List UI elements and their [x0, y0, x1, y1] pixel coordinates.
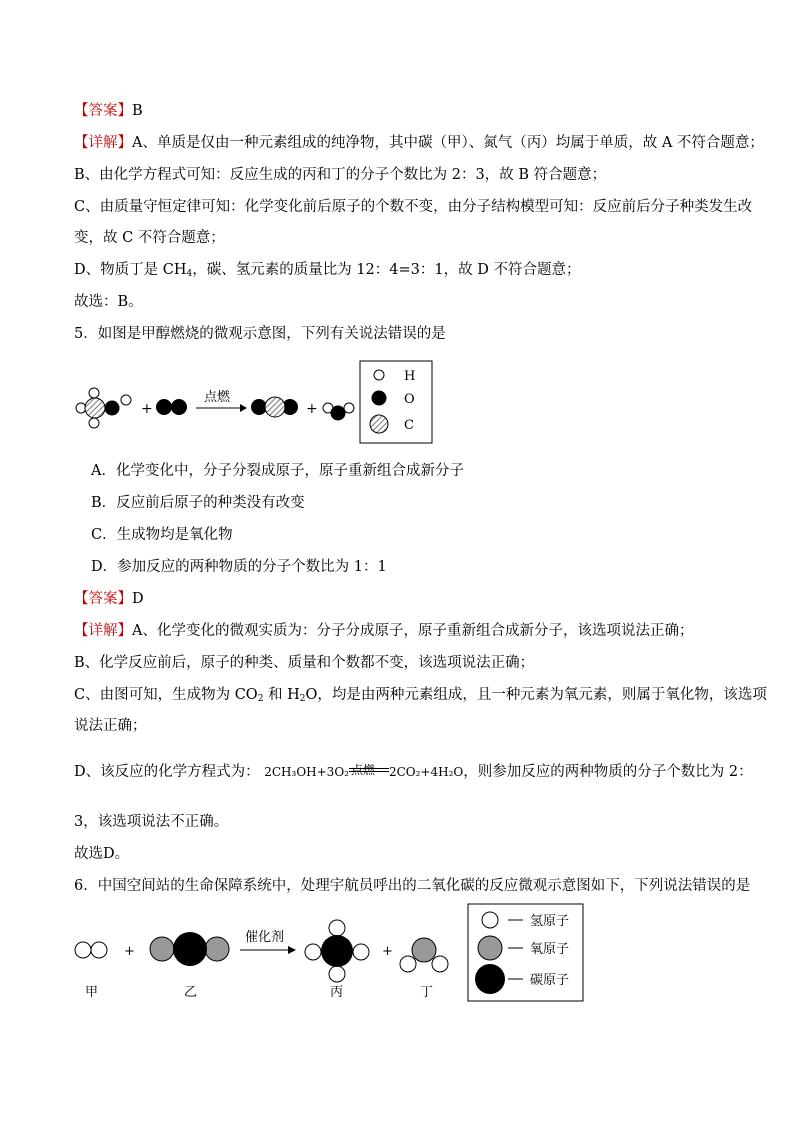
q5-answer	[74, 589, 144, 609]
detail-d-pre: D、物质丁是 CH	[74, 262, 187, 278]
detail-c-pre: C、由图可知，生成物为 CO	[74, 687, 258, 703]
detail-d-post: ，则参加反应的两种物质的分子个数比为 2：	[463, 764, 753, 780]
hydrogen-atom-icon	[374, 370, 384, 380]
q4-detail-c: C、由质量守恒定律可知：化学变化前后原子的个数不变，由分子结构模型可知：反应前后分子种类发生改	[74, 199, 753, 215]
q4-detail-c-cont: 变，故 C 不符合题意；	[74, 230, 225, 246]
legend-h: H	[404, 369, 416, 384]
legend-oxygen: 氧原子	[530, 942, 570, 957]
answer-tag: 【答案】	[74, 591, 132, 607]
methanol-molecule	[76, 388, 131, 428]
q5-option-b: B．反应前后原子的种类没有改变	[91, 495, 305, 511]
water-molecule	[400, 938, 448, 972]
carbon-dioxide-molecule	[150, 932, 229, 966]
carbon-atom-icon	[475, 964, 505, 994]
oxygen-atom-icon	[478, 936, 502, 960]
legend-carbon: 碳原子	[530, 973, 570, 988]
detail-tag: 【详解】	[74, 623, 132, 639]
detail-c-sub1: 2	[257, 694, 264, 704]
detail-tag: 【详解】	[74, 135, 132, 151]
q4-answer	[74, 101, 143, 121]
q6-stem: 6．中国空间站的生命保障系统中，处理宇航员呼出的二氧化碳的反应微观示意图如下，下列说法错误的是	[74, 878, 751, 894]
q4-choose: 故选：B。	[74, 294, 143, 310]
q4-detail-b: B、由化学方程式可知：反应生成的丙和丁的分子个数比为 2：3，故 B 符合题意；	[74, 167, 607, 183]
reaction-condition: 点燃	[204, 390, 231, 405]
q5-reaction-diagram	[0, 356, 794, 446]
q5-detail-c	[74, 685, 767, 709]
detail-d-post: ，碳、氢元素的质量比为 12：4=3：1，故 D 不符合题意；	[192, 262, 581, 278]
equation-right: 2CO₂+4H₂O	[388, 765, 464, 779]
detail-d-pre: D、该反应的化学方程式为：	[74, 764, 260, 780]
detail-d-sub: 4	[186, 269, 193, 279]
plus-sign: +	[141, 401, 153, 417]
oxygen-molecule	[156, 399, 187, 415]
detail-text: A、单质是仅由一种元素组成的纯净物，其中碳（甲）、氮气（丙）均属于单质，故 A 不符合题意；	[132, 135, 764, 151]
legend-o: O	[404, 392, 415, 407]
label-bing: 丙	[330, 985, 344, 1000]
plus-sign: +	[306, 401, 318, 417]
plus-sign: +	[382, 944, 393, 959]
q6-reaction-diagram	[0, 900, 794, 1010]
q5-option-d: D．参加反应的两种物质的分子个数比为 1：1	[91, 559, 387, 575]
equation-left: 2CH₃OH+3O₂	[264, 765, 349, 779]
q5-detail-d-cont: 3，该选项说法不正确。	[74, 814, 229, 830]
q5-detail-c-cont: 说法正确；	[74, 718, 147, 734]
detail-c-post: O，均是由两种元素组成，且一种元素为氧元素，则属于氧化物，该选项	[305, 687, 767, 703]
oxygen-atom-icon	[372, 391, 387, 406]
legend-hydrogen: 氢原子	[530, 914, 570, 929]
q4-detail-a	[74, 133, 764, 153]
water-molecule	[323, 403, 354, 421]
detail-c-mid: 和 H	[263, 687, 300, 703]
q4-detail-d	[74, 260, 580, 284]
label-ding: 丁	[420, 985, 434, 1000]
q5-option-a: A．化学变化中，分子分裂成原子，原子重新组合成新分子	[91, 463, 464, 479]
q5-legend	[360, 361, 432, 443]
q5-detail-a	[74, 621, 693, 641]
reaction-arrow	[196, 389, 247, 412]
reaction-arrow	[240, 929, 296, 954]
methane-molecule	[305, 920, 369, 982]
label-jia: 甲	[85, 985, 99, 1000]
hydrogen-molecule	[75, 942, 107, 958]
q5-detail-d	[74, 762, 753, 782]
hydrogen-atom-icon	[482, 912, 498, 928]
q6-legend	[468, 904, 583, 1001]
detail-c-sub2: 2	[299, 694, 306, 704]
q5-stem: 5．如图是甲醇燃烧的微观示意图，下列有关说法错误的是	[74, 326, 446, 342]
carbon-atom-icon	[370, 415, 388, 433]
q5-detail-b: B、化学反应前后，原子的种类、质量和个数都不变，该选项说法正确；	[74, 655, 535, 671]
chemical-equation	[264, 762, 463, 782]
answer-value: D	[132, 591, 144, 607]
q5-option-c: C．生成物均是氧化物	[91, 527, 233, 543]
equation-condition: 点燃	[350, 763, 375, 777]
answer-value: B	[132, 103, 143, 119]
legend-c: C	[404, 418, 414, 433]
answer-tag: 【答案】	[74, 103, 132, 119]
carbon-dioxide-molecule	[251, 397, 298, 417]
plus-sign: +	[124, 944, 135, 959]
detail-text: A、化学变化的微观实质为：分子分成原子，原子重新组合成新分子，该选项说法正确；	[132, 623, 694, 639]
reaction-condition: 催化剂	[245, 930, 285, 945]
label-yi: 乙	[184, 985, 198, 1000]
q5-choose: 故选D。	[74, 846, 130, 862]
